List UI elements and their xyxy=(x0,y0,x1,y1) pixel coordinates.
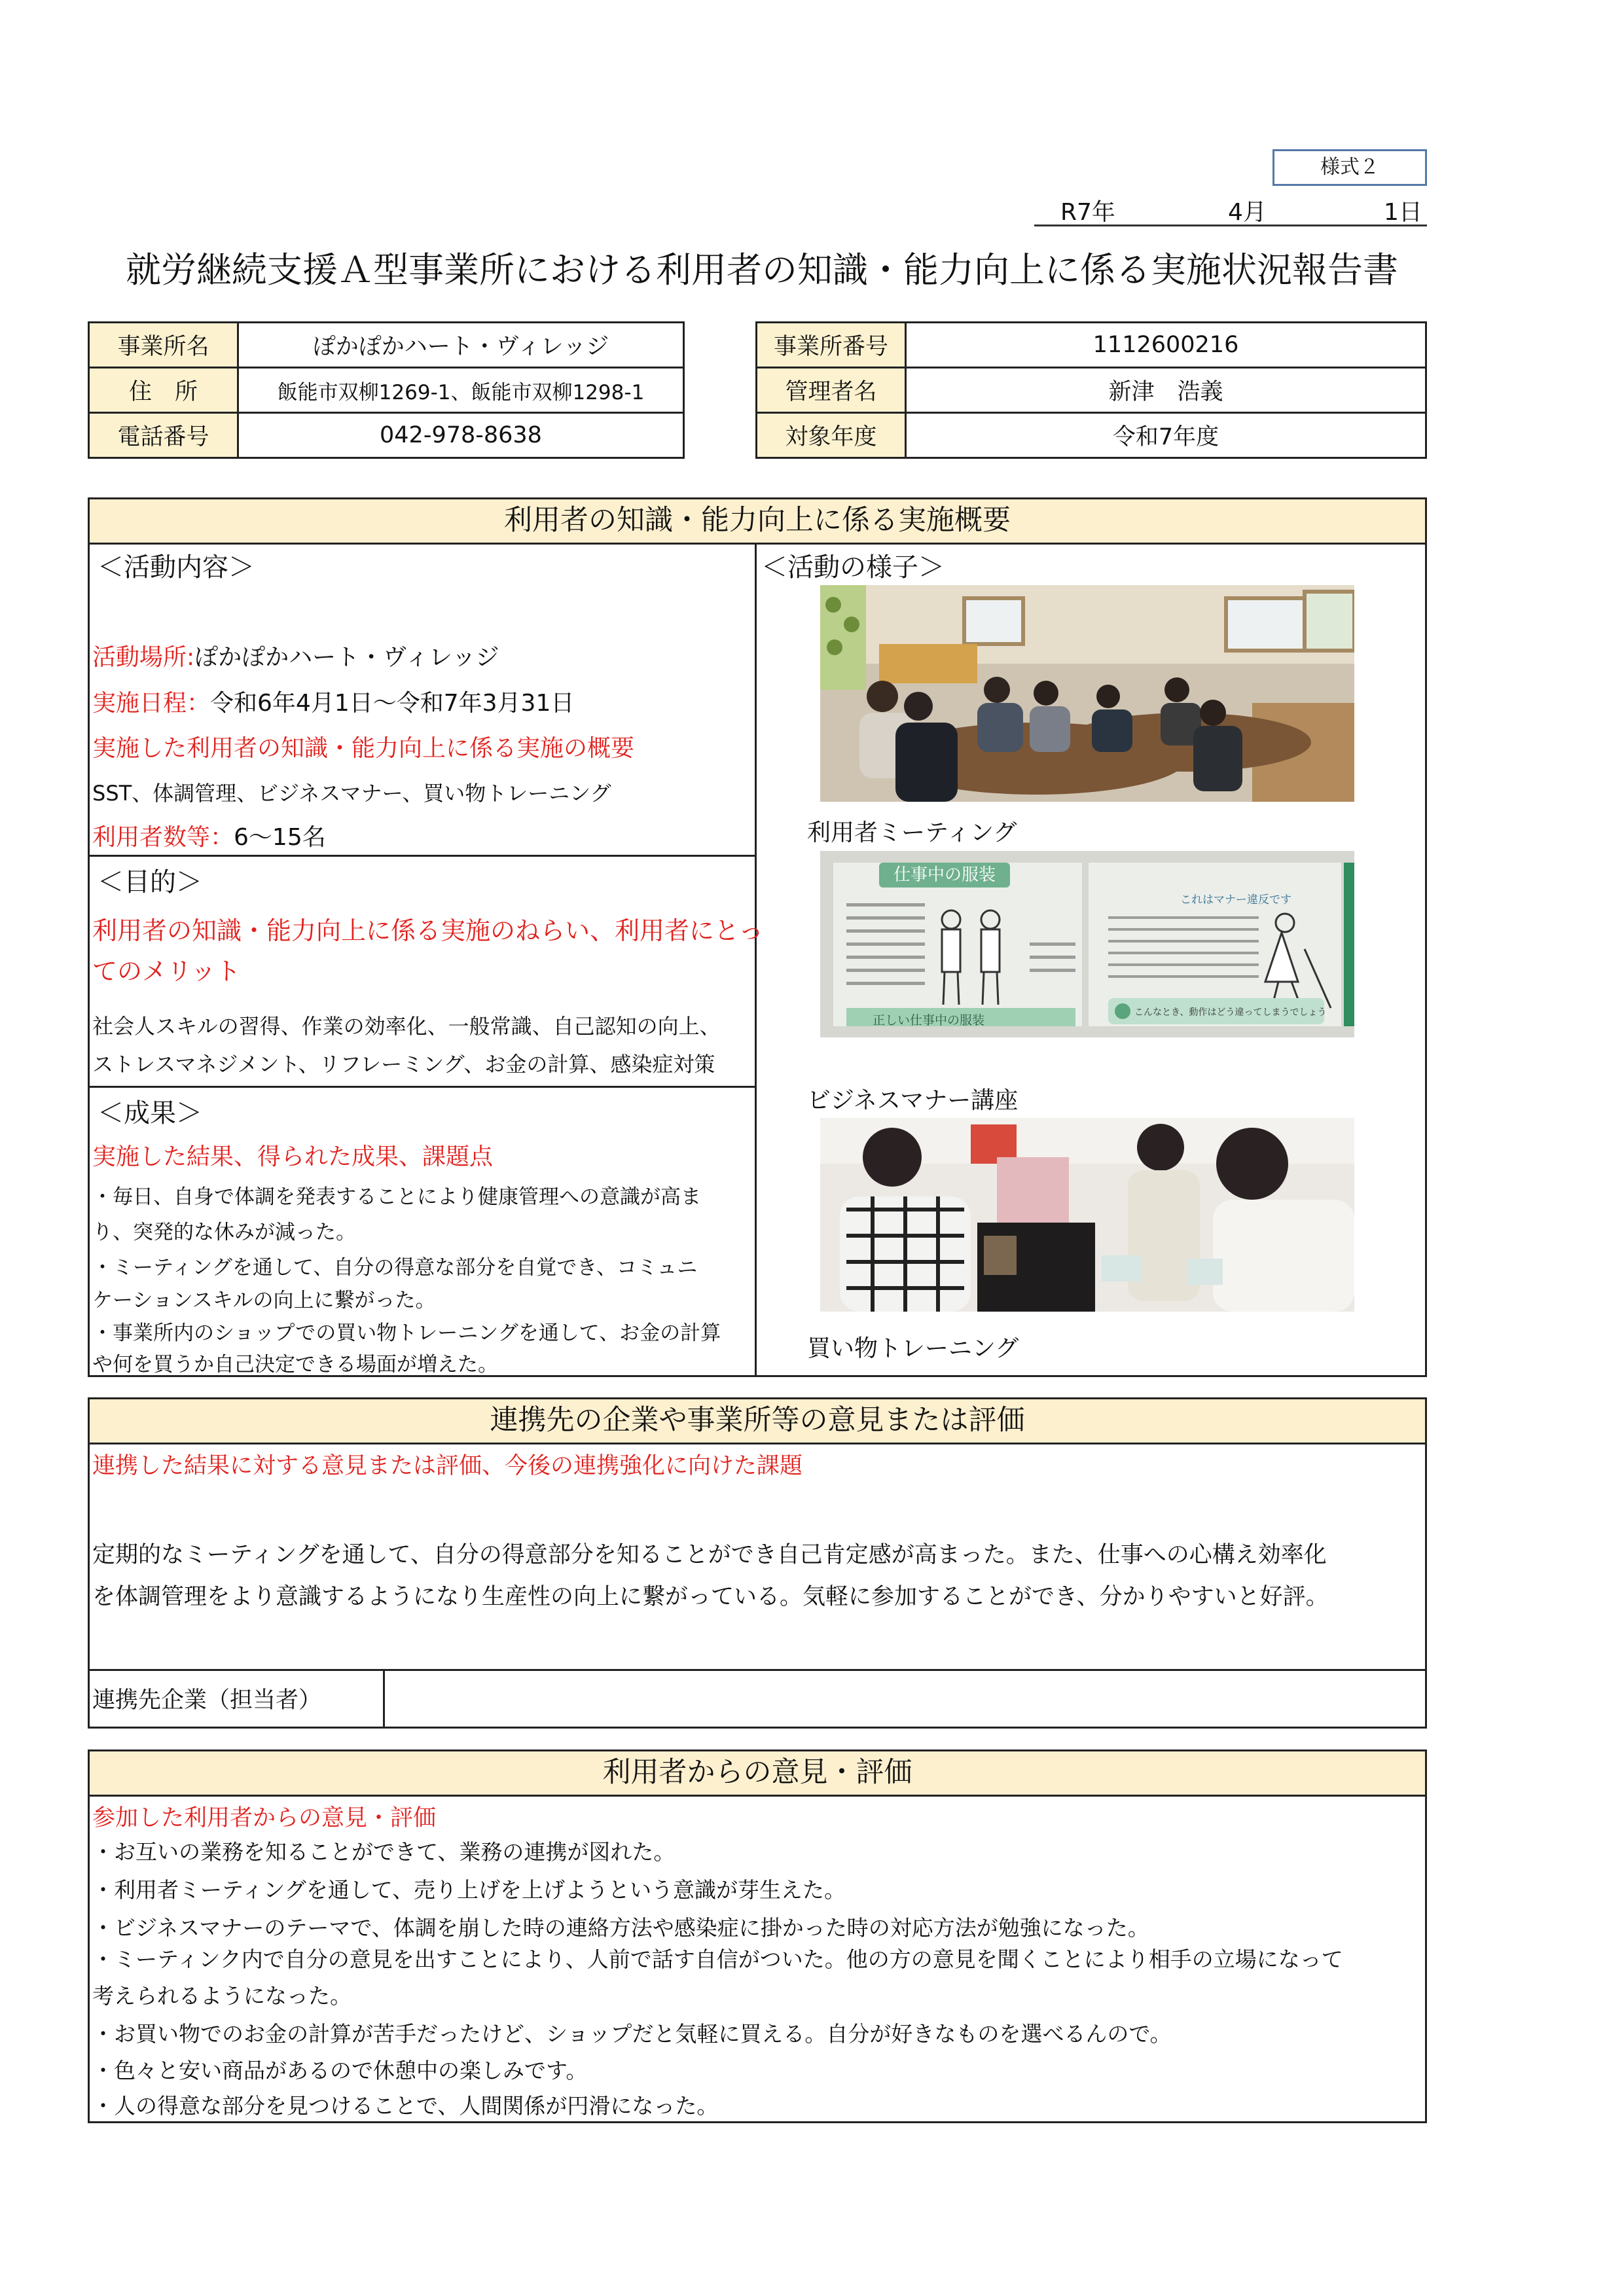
user-opinion-line: ・ミーティンク内で自分の意見を出すことにより、人前で話す自信がついた。他の方の意見を聞くことにより相手の立場になって xyxy=(92,1946,1343,1972)
book-bubble: こんなとき、動作はどう違ってしまうでしょう xyxy=(1134,1007,1327,1018)
column-divider xyxy=(755,543,757,1377)
book-badge: これはマナー違反です xyxy=(1180,893,1291,906)
user-opinion-label: 参加した利用者からの意見・評価 xyxy=(92,1805,437,1831)
facility-number-label: 事業所番号 xyxy=(757,323,906,368)
table-row xyxy=(757,368,1426,413)
purpose-text-line2: ストレスマネジメント、リフレーミング、お金の計算、感染症対策 xyxy=(92,1052,715,1077)
table-row xyxy=(757,323,1426,368)
facility-info-table xyxy=(88,321,685,459)
shopping-caption: 買い物トレーニング xyxy=(807,1335,1019,1362)
manner-caption: ビジネスマナー講座 xyxy=(807,1087,1019,1114)
facility-admin-table xyxy=(755,321,1427,459)
date-day: 1日 xyxy=(1384,199,1422,226)
report-date xyxy=(1034,190,1427,226)
count-label: 利用者数等： xyxy=(92,824,234,851)
result-line: ・事業所内のショップでの買い物トレーニングを通して、お金の計算 xyxy=(92,1321,721,1345)
user-count xyxy=(92,819,326,852)
summary-value: SST、体調管理、ビジネスマナー、買い物トレーニング xyxy=(92,781,611,806)
form-number-label: 様式２ xyxy=(1272,149,1427,186)
table-row xyxy=(89,368,684,413)
partner-company-label: 連携先企業（担当者） xyxy=(92,1687,322,1713)
target-year-value: 令和7年度 xyxy=(906,413,1426,458)
manager-value: 新津 浩義 xyxy=(906,368,1426,413)
divider xyxy=(383,1669,385,1727)
result-heading: ＜成果＞ xyxy=(98,1098,202,1128)
meeting-caption: 利用者ミーティング xyxy=(807,819,1017,846)
user-opinion-line: ・お互いの業務を知ることができて、業務の連携が図れた。 xyxy=(92,1839,676,1865)
overview-section xyxy=(88,497,1427,1377)
result-line: ケーションスキルの向上に繋がった。 xyxy=(92,1289,436,1312)
partner-header: 連携先の企業や事業所等の意見または評価 xyxy=(90,1399,1425,1444)
activity-heading: ＜活動内容＞ xyxy=(98,552,255,583)
facility-number-value: 1112600216 xyxy=(906,323,1426,368)
result-line: ・ミーティングを通して、自分の得意な部分を自覚でき、コミュニ xyxy=(92,1256,698,1280)
address-value: 飯能市双柳1269-1、飯能市双柳1298-1 xyxy=(238,368,684,413)
activity-place xyxy=(92,639,499,672)
facility-name-label: 事業所名 xyxy=(89,323,238,368)
manner-book-photo xyxy=(820,851,1354,1037)
user-opinion-line: ・利用者ミーティングを通して、売り上げを上げようという意識が芽生えた。 xyxy=(92,1877,846,1903)
divider xyxy=(90,1669,1425,1671)
result-label: 実施した結果、得られた成果、課題点 xyxy=(92,1143,494,1170)
facility-name-value: ぽかぽかハート・ヴィレッジ xyxy=(238,323,684,368)
period-value: 令和6年4月1日～令和7年3月31日 xyxy=(210,690,575,717)
purpose-label-line2: てのメリット xyxy=(92,957,241,986)
place-label: 活動場所: xyxy=(92,644,195,671)
divider xyxy=(90,855,757,857)
place-value: ぽかぽかハート・ヴィレッジ xyxy=(194,644,499,671)
result-line: や何を買うか自己決定できる場面が増えた。 xyxy=(92,1353,498,1376)
table-row xyxy=(757,413,1426,458)
scene-heading: ＜活動の様子＞ xyxy=(761,552,945,583)
book-subtitle: 正しい仕事中の服装 xyxy=(873,1013,985,1028)
user-opinion-line: ・ビジネスマナーのテーマで、体調を崩した時の連絡方法や感染症に掛かった時の対応方法が勉強になった。 xyxy=(92,1915,1149,1941)
manager-label: 管理者名 xyxy=(757,368,906,413)
partner-label: 連携した結果に対する意見または評価、今後の連携強化に向けた課題 xyxy=(92,1453,803,1479)
user-opinion-section xyxy=(88,1749,1427,2123)
date-month: 4月 xyxy=(1228,199,1267,226)
summary-label: 実施した利用者の知識・能力向上に係る実施の概要 xyxy=(92,735,635,762)
user-opinion-line: 考えられるようになった。 xyxy=(92,1983,352,2009)
result-line: り、突発的な休みが減った。 xyxy=(92,1221,356,1244)
target-year-label: 対象年度 xyxy=(757,413,906,458)
overview-header: 利用者の知識・能力向上に係る実施概要 xyxy=(90,499,1425,545)
phone-label: 電話番号 xyxy=(89,413,238,458)
user-opinion-line: ・色々と安い商品があるので休憩中の楽しみです。 xyxy=(92,2058,588,2083)
table-row xyxy=(89,413,684,458)
meeting-photo xyxy=(820,585,1354,802)
partner-text-line1: 定期的なミーティングを通して、自分の得意部分を知ることができ自己肯定感が高まった。また、仕事への心構え効率化 xyxy=(92,1542,1327,1568)
date-year: R7年 xyxy=(1060,199,1115,226)
address-label: 住 所 xyxy=(89,368,238,413)
divider xyxy=(90,1086,757,1088)
count-value: 6～15名 xyxy=(234,824,326,851)
purpose-text-line1: 社会人スキルの習得、作業の効率化、一般常識、自己認知の向上、 xyxy=(92,1014,721,1039)
partner-text-line2: を体調管理をより意識するようになり生産性の向上に繋がっている。気軽に参加することができ、分かりやすいと好評。 xyxy=(92,1584,1329,1610)
user-opinion-header: 利用者からの意見・評価 xyxy=(90,1751,1425,1797)
result-line: ・毎日、自身で体調を発表することにより健康管理への意識が高ま xyxy=(92,1185,701,1209)
purpose-heading: ＜目的＞ xyxy=(98,867,202,897)
book-title: 仕事中の服装 xyxy=(879,863,1010,888)
user-opinion-line: ・人の得意な部分を見つけることで、人間関係が円滑になった。 xyxy=(92,2093,719,2119)
partner-section xyxy=(88,1397,1427,1729)
table-row xyxy=(89,323,684,368)
page-title: 就労継続支援Ａ型事業所における利用者の知識・能力向上に係る実施状況報告書 xyxy=(126,249,1398,291)
phone-value: 042-978-8638 xyxy=(238,413,684,458)
period-label: 実施日程： xyxy=(92,690,211,717)
user-opinion-line: ・お買い物でのお金の計算が苦手だったけど、ショップだと気軽に買える。自分が好きなものを選べるんので。 xyxy=(92,2021,1172,2047)
purpose-label-line1: 利用者の知識・能力向上に係る実施のねらい、利用者にとっ xyxy=(92,916,764,945)
shopping-photo xyxy=(820,1118,1354,1312)
activity-period xyxy=(92,685,574,718)
